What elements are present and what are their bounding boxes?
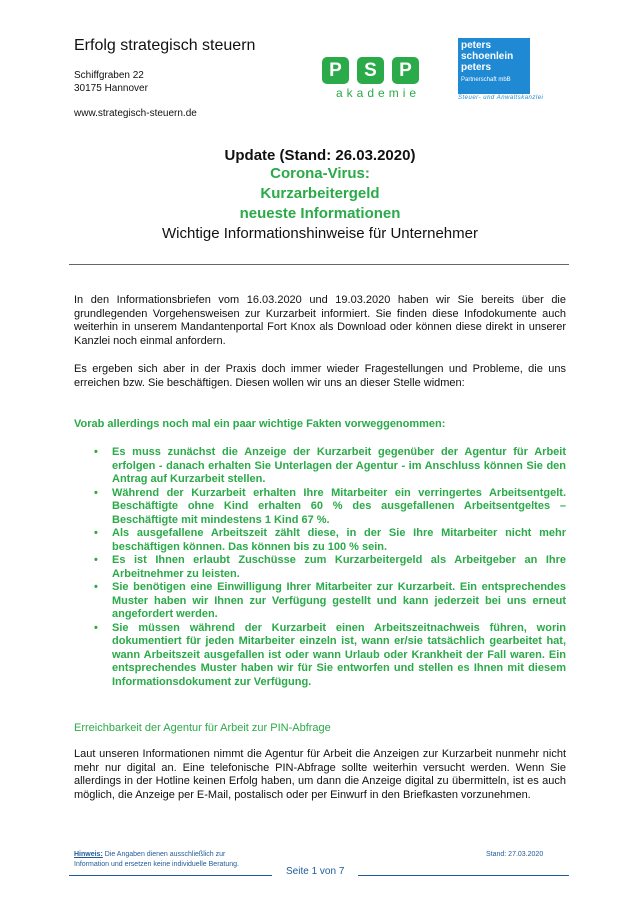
title-subtitle: Wichtige Informationshinweise für Unternehmer <box>162 225 478 242</box>
facts-heading: Vorab allerdings noch mal ein paar wichtige Fakten vorweggenommen: <box>74 418 446 430</box>
footer-note-text2: Information und ersetzen keine individuelle Beratung. <box>74 861 239 868</box>
psp-letter-s: S <box>357 57 384 84</box>
logo-line3: peters <box>461 62 492 73</box>
intro-paragraph: In den Informationsbriefen vom 16.03.2020 und 19.03.2020 haben wir Sie bereits über die grundlegenden Vorgehensweisen zur Kurzarbeit informiert. Sie finden diese Infodokumente auch weiterhin in unserem Mandantenportal Fort Knox als Download oder können diese direkt in unserer Kanzlei noch einmal anfordern. <box>74 294 566 347</box>
list-item: • Sie benötigen eine Einwilligung Ihrer Mitarbeiter zur Kurzarbeit. Ein entsprechendes Muster haben wir Ihnen zur Verfügung gestellt und kann jederzeit bei uns erneut angefordert werden. <box>94 581 566 620</box>
footer-date: Stand: 27.03.2020 <box>486 851 544 858</box>
title-block <box>60 147 580 244</box>
pin-paragraph: Laut unseren Informationen nimmt die Agentur für Arbeit die Anzeigen zur Kurzarbeit nunmehr nicht mehr nur digital an. Eine telefonische PIN-Abfrage sollte weiterhin versucht werden. Wenn Sie allerdings in der Hotline keinen Erfolg haben, um dann die Anzeige digital zu übermitteln, ist es auch möglich, die Anzeige per E-Mail, postalisch oder per Einwurf in den Briefkasten vorzunehmen. <box>74 748 566 801</box>
logo-tagline: Steuer- und Anwaltskanzlei <box>458 95 544 101</box>
list-item: • Als ausgefallene Arbeitszeit zählt diese, in der Sie Ihre Mitarbeiter nicht mehr beschäftigen können. Das können bis zu 100 % sein. <box>94 527 566 553</box>
psp-subtitle: akademie <box>336 86 421 100</box>
footer-note-label: Hinweis: <box>74 851 103 858</box>
questions-paragraph: Es ergeben sich aber in der Praxis doch immer wieder Fragestellungen und Probleme, die uns erreichen bzw. Sie beschäftigen. Diesen wollen wir uns an dieser Stelle widmen: <box>74 363 566 389</box>
update-title: Update (Stand: 26.03.2020) <box>224 147 416 164</box>
psp-letter-p: P <box>322 57 349 84</box>
address-street: Schiffgraben 22 <box>74 70 144 81</box>
list-item: • Sie müssen während der Kurzarbeit einen Arbeitszeitnachweis führen, worin dokumentiert für jeden Mitarbeiter einzeln ist, wann er/sie tatsächlich gearbeitet hat, wann Arbeitszeit ausgefallen ist oder wann Urlaub oder Krankheit der Fall waren. Ein entsprechendes Muster haben wir für Sie entworfen und stellen es Ihnen mit diesem Informationsdokument zur Verfügung. <box>94 621 566 688</box>
list-item: • Es muss zunächst die Anzeige der Kurzarbeit gegenüber der Agentur für Arbeit erfolgen - danach erhalten Sie Unterlagen der Agentur - im Anschluss können Sie den Antrag auf Kurzarbeit stellen. <box>94 446 566 485</box>
facts-list <box>94 446 566 689</box>
logo-line2: schoenlein <box>461 51 514 62</box>
divider-line <box>69 264 569 265</box>
psp-akademie-logo <box>322 57 452 101</box>
title-line2: Kurzarbeitergeld <box>260 185 380 202</box>
firm-title: Erfolg strategisch steuern <box>74 37 256 54</box>
address <box>74 69 148 95</box>
address-city: 30175 Hannover <box>74 83 148 94</box>
page-number: Seite 1 von 7 <box>272 866 358 877</box>
list-item: • Es ist Ihnen erlaubt Zuschüsse zum Kurzarbeitergeld als Arbeitgeber an Ihre Arbeitnehmer zu leisten. <box>94 554 566 580</box>
footer-note <box>74 850 239 870</box>
peters-schoenlein-logo <box>458 38 568 100</box>
footer-note-text1: Die Angaben dienen ausschließlich zur <box>102 851 226 858</box>
website-link[interactable]: www.strategisch-steuern.de <box>74 108 197 119</box>
title-line3: neueste Informationen <box>239 205 401 222</box>
logo-line4: Partnerschaft mbB <box>461 77 511 83</box>
pin-section-heading: Erreichbarkeit der Agentur für Arbeit zur PIN-Abfrage <box>74 722 331 734</box>
psp-letter-p2: P <box>392 57 419 84</box>
list-item: • Während der Kurzarbeit erhalten Ihre Mitarbeiter ein verringertes Arbeitsentgelt. Beschäftigte ohne Kind erhalten 60 % des ausgefallenen Arbeitsentgeltes – Beschäftigte mit mindestens 1 Kind 67 %. <box>94 486 566 526</box>
title-line1: Corona-Virus: <box>270 165 370 182</box>
logo-line1: peters <box>461 40 492 51</box>
